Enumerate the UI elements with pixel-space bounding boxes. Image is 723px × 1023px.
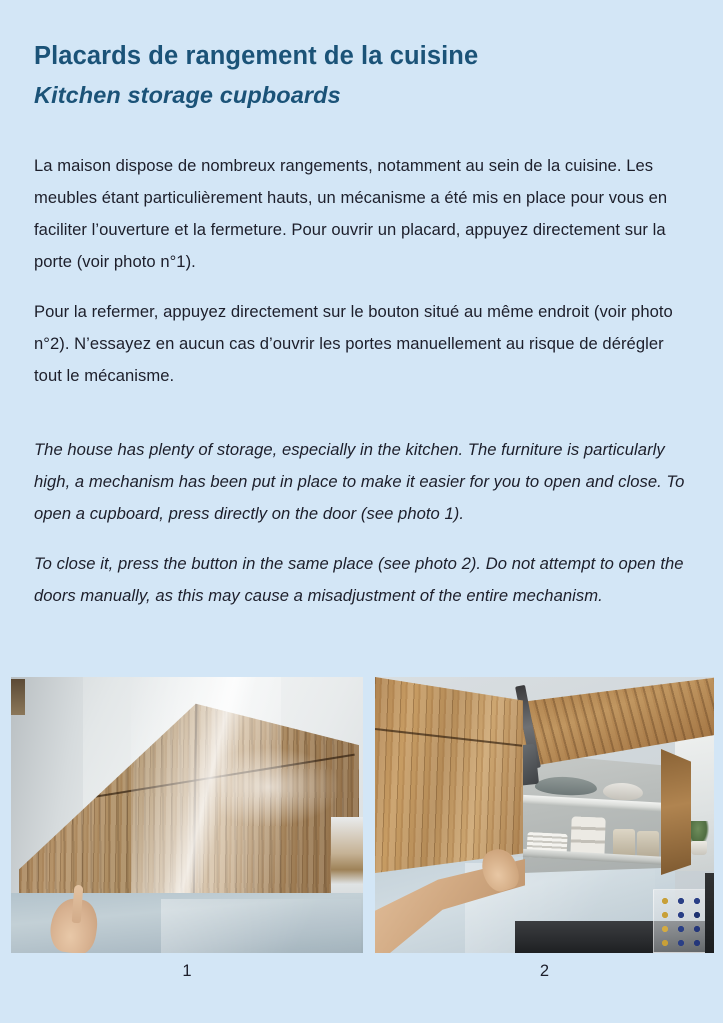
paragraph-spacer — [34, 530, 694, 548]
page-title: Placards de rangement de la cuisine — [34, 42, 479, 70]
page-subtitle: Kitchen storage cupboards — [34, 81, 341, 108]
plant-pot — [691, 841, 707, 855]
language-spacer — [34, 392, 694, 434]
caption-photo-2: 2 — [539, 962, 550, 980]
coffee-capsules — [657, 893, 711, 951]
light-reflection — [221, 747, 341, 827]
cupboard-side-panel — [661, 749, 691, 875]
door-seam — [375, 677, 523, 873]
paragraph-french-1: La maison dispose de nombreux rangements, notamment au sein de la cuisine. Les meubles étant particulièrement hauts, un mécanisme a été mis en place pour vous en faciliter l’ouverture et la fermeture. Pour ouvrir un placard, appuyez directement sur la porte (voir photo n°1). — [34, 156, 668, 271]
splashback-gloss — [161, 899, 361, 953]
photo-captions — [11, 962, 714, 992]
paragraph-french-2: Pour la refermer, appuyez directement sur le bouton situé au même endroit (voir photo n°2). N’essayez en aucun cas d’ouvrir les portes manuellement au risque de dérégler tout le mécanisme. — [34, 302, 673, 385]
paragraph-english-1: The house has plenty of storage, especially in the kitchen. The furniture is particularly high, a mechanism has been put in place to make it easier for you to open and close. To open a cupboard, press directly on the door (see photo 1). — [34, 440, 685, 523]
photo-open-cupboard — [375, 677, 714, 953]
caption-photo-1: 1 — [182, 962, 192, 980]
photo-gallery — [11, 677, 714, 953]
storage-jar — [613, 829, 635, 857]
dark-appliance — [705, 873, 714, 953]
wall-recess — [11, 679, 25, 715]
body-text-block — [34, 150, 694, 612]
paragraph-english-2: To close it, press the button in the same place (see photo 2). Do not attempt to open the doors manually, as this may cause a misadjustment of the entire mechanism. — [34, 554, 684, 605]
heading-block — [34, 40, 694, 110]
photo-closed-cupboard — [11, 677, 363, 953]
paragraph-spacer — [34, 278, 694, 296]
